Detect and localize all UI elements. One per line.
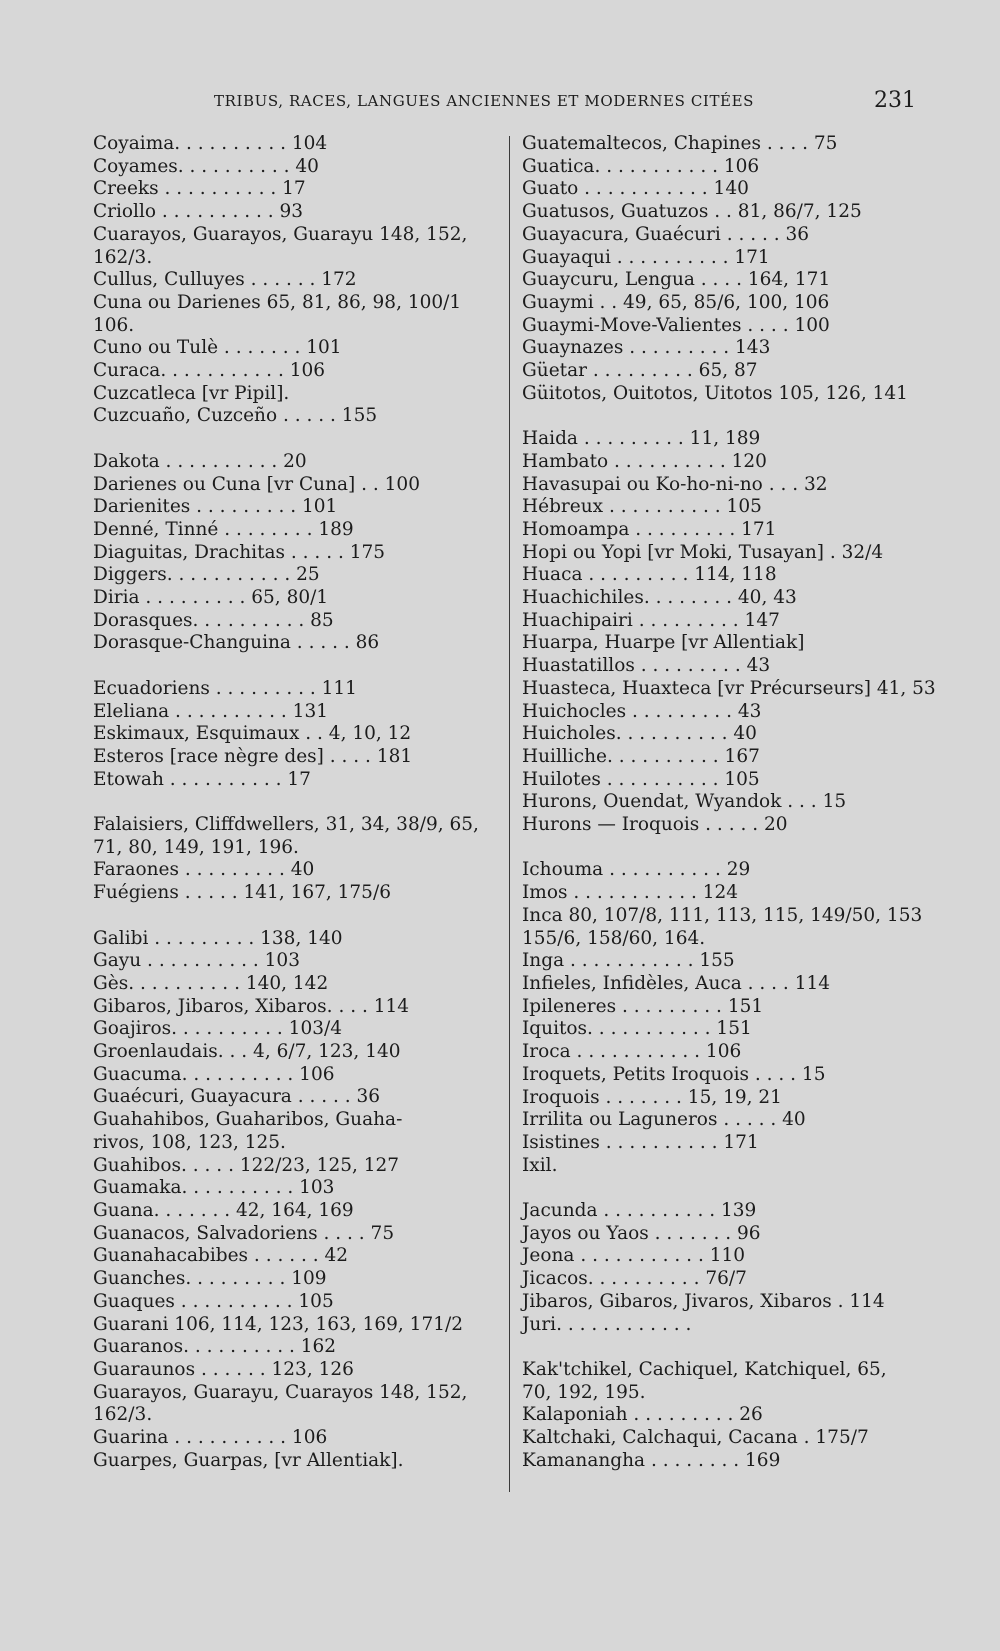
section-gap	[522, 837, 922, 860]
index-entry: Kalaponiah . . . . . . . . . 26	[522, 1404, 763, 1426]
index-entry: Ipileneres . . . . . . . . . 151	[522, 995, 764, 1017]
index-entry: Guarani 106, 114, 123, 163, 169, 171/2	[93, 1313, 463, 1335]
index-entry: Guacuma. . . . . . . . . . 106	[93, 1063, 335, 1085]
index-entry: Juri. . . . . . . . . . . .	[522, 1313, 692, 1335]
index-entry: Isistines . . . . . . . . . . 171	[522, 1131, 759, 1153]
index-entry: Huachichiles. . . . . . . . 40, 43	[522, 587, 797, 609]
index-entry: Guatusos, Guatuzos . . 81, 86/7, 125	[522, 201, 862, 223]
index-entry: Guaques . . . . . . . . . . 105	[93, 1290, 334, 1312]
index-entry: Iroquois . . . . . . . 15, 19, 21	[522, 1086, 782, 1108]
index-entry: Denné, Tinné . . . . . . . . 189	[93, 518, 354, 540]
index-entry: Hurons — Iroquois . . . . . 20	[522, 814, 788, 836]
index-entry: Fuégiens . . . . . 141, 167, 175/6	[93, 882, 391, 904]
column-divider	[509, 136, 510, 1492]
index-entry: Criollo . . . . . . . . . . 93	[93, 201, 304, 223]
index-entry: Coyames. . . . . . . . . . 40	[93, 155, 319, 177]
index-entry: Guarayos, Guarayu, Cuarayos 148, 152,	[93, 1381, 468, 1403]
index-entry: Huilotes . . . . . . . . . . 105	[522, 768, 760, 790]
index-entry: Guaynazes . . . . . . . . . 143	[522, 337, 771, 359]
index-entry: Diaguitas, Drachitas . . . . . 175	[93, 541, 386, 563]
section-gap	[93, 655, 493, 678]
index-entry: Creeks . . . . . . . . . . 17	[93, 178, 306, 200]
index-entry: Cuzcatleca [vr Pipil].	[93, 382, 290, 404]
index-entry: Guahahibos, Guaharibos, Guaha-	[93, 1109, 403, 1131]
index-entry: Imos . . . . . . . . . . . 124	[522, 882, 739, 904]
index-entry: Guatemaltecos, Chapines . . . . 75	[522, 133, 838, 154]
index-entry: Jibaros, Gibaros, Jivaros, Xibaros . 114	[522, 1290, 885, 1312]
index-entry: Guaranos. . . . . . . . . . 162	[93, 1336, 337, 1358]
index-entry: Güitotos, Ouitotos, Uitotos 105, 126, 141	[522, 382, 908, 404]
index-entry: Huaca . . . . . . . . . 114, 118	[522, 564, 777, 586]
index-entry: Iroca . . . . . . . . . . . 106	[522, 1041, 742, 1063]
index-entry: Irrilita ou Laguneros . . . . . 40	[522, 1109, 806, 1131]
index-entry: Haida . . . . . . . . . 11, 189	[522, 428, 761, 450]
running-title: TRIBUS, RACES, LANGUES ANCIENNES ET MODERNES CITÉES	[214, 92, 755, 110]
index-entry: Kamanangha . . . . . . . . 169	[522, 1449, 781, 1471]
left-index-column	[93, 133, 493, 1472]
index-entry: Guahibos. . . . . 122/23, 125, 127	[93, 1154, 400, 1176]
section-gap	[522, 1177, 922, 1200]
index-entry: 71, 80, 149, 191, 196.	[93, 836, 299, 858]
index-entry: 106.	[93, 314, 135, 336]
index-entry: Huachipairi . . . . . . . . . 147	[522, 609, 780, 631]
index-entry: Kaltchaki, Calchaqui, Cacana . 175/7	[522, 1427, 869, 1449]
index-entry: Galibi . . . . . . . . . 138, 140	[93, 927, 343, 949]
index-entry: Huarpa, Huarpe [vr Allentiak]	[522, 632, 805, 654]
index-entry: Guaymi . . 49, 65, 85/6, 100, 106	[522, 291, 830, 313]
index-entry: Guanacos, Salvadoriens . . . . 75	[93, 1222, 395, 1244]
index-entry: Etowah . . . . . . . . . . 17	[93, 768, 311, 790]
index-entry: Guaécuri, Guayacura . . . . . 36	[93, 1086, 381, 1108]
index-entry: Cuno ou Tulè . . . . . . . 101	[93, 337, 342, 359]
index-entry: Ixil.	[522, 1154, 558, 1176]
index-entry: Guayaqui . . . . . . . . . . 171	[522, 246, 770, 268]
index-entry: 162/3.	[93, 246, 153, 268]
index-entry: Inga . . . . . . . . . . . 155	[522, 950, 735, 972]
index-entry: Hurons, Ouendat, Wyandok . . . 15	[522, 791, 847, 813]
index-entry: Guarpes, Guarpas, [vr Allentiak].	[93, 1449, 404, 1471]
index-entry: Curaca. . . . . . . . . . . 106	[93, 360, 326, 382]
index-entry: Dorasques. . . . . . . . . . 85	[93, 609, 334, 631]
index-entry: Cuna ou Darienes 65, 81, 86, 98, 100/1	[93, 291, 462, 313]
index-entry: Iquitos. . . . . . . . . . . 151	[522, 1018, 752, 1040]
index-entry: Jicacos. . . . . . . . . . 76/7	[522, 1268, 747, 1290]
index-entry: Cullus, Culluyes . . . . . . 172	[93, 269, 357, 291]
index-entry: Huastatillos . . . . . . . . . 43	[522, 655, 771, 677]
index-entry: Hambato . . . . . . . . . . 120	[522, 450, 767, 472]
index-entry: Falaisiers, Cliffdwellers, 31, 34, 38/9, 65,	[93, 814, 479, 836]
index-entry: Cuzcuaño, Cuzceño . . . . . 155	[93, 405, 378, 427]
section-gap	[93, 428, 493, 451]
index-entry: Guamaka. . . . . . . . . . 103	[93, 1177, 335, 1199]
index-entry: 155/6, 158/60, 164.	[522, 927, 706, 949]
index-entry: Kak'tchikel, Cachiquel, Katchiquel, 65,	[522, 1358, 887, 1380]
section-gap	[93, 791, 493, 814]
index-entry: Ichouma . . . . . . . . . . 29	[522, 859, 751, 881]
index-entry: Homoampa . . . . . . . . . 171	[522, 518, 777, 540]
index-entry: Huicholes. . . . . . . . . . 40	[522, 723, 757, 745]
index-entry: Huilliche. . . . . . . . . . 167	[522, 745, 760, 767]
index-entry: Güetar . . . . . . . . . 65, 87	[522, 360, 758, 382]
index-entry: Inca 80, 107/8, 111, 113, 115, 149/50, 153	[522, 904, 923, 926]
index-entry: Infieles, Infidèles, Auca . . . . 114	[522, 972, 831, 994]
page-header	[0, 88, 1000, 116]
page-number: 231	[874, 88, 916, 113]
index-entry: Hopi ou Yopi [vr Moki, Tusayan] . 32/4	[522, 541, 884, 563]
index-entry: Diria . . . . . . . . . 65, 80/1	[93, 587, 329, 609]
index-entry: Gayu . . . . . . . . . . 103	[93, 950, 300, 972]
index-entry: 70, 192, 195.	[522, 1381, 646, 1403]
index-entry: Dakota . . . . . . . . . . 20	[93, 450, 307, 472]
index-entry: rivos, 108, 123, 125.	[93, 1131, 286, 1153]
index-entry: Coyaima. . . . . . . . . . 104	[93, 133, 328, 154]
index-entry: Gès. . . . . . . . . . 140, 142	[93, 972, 329, 994]
index-entry: Jacunda . . . . . . . . . . 139	[522, 1200, 757, 1221]
index-entry: Guarina . . . . . . . . . . 106	[93, 1427, 328, 1449]
index-entry: Faraones . . . . . . . . . 40	[93, 859, 315, 881]
index-entry: Guayacura, Guaécuri . . . . . 36	[522, 223, 810, 245]
index-entry: Jeona . . . . . . . . . . . 110	[522, 1245, 746, 1267]
index-entry: Guanahacabibes . . . . . . 42	[93, 1245, 349, 1267]
right-index-column	[522, 133, 936, 1472]
index-entry: Iroquets, Petits Iroquois . . . . 15	[522, 1063, 826, 1085]
index-entry: Guatica. . . . . . . . . . . 106	[522, 155, 760, 177]
index-entry: Dorasque-Changuina . . . . . 86	[93, 632, 380, 654]
index-entry: Huichocles . . . . . . . . . 43	[522, 700, 762, 722]
index-entry: Gibaros, Jibaros, Xibaros. . . . 114	[93, 995, 410, 1017]
index-entry: Guaraunos . . . . . . 123, 126	[93, 1358, 354, 1380]
index-entry: Eleliana . . . . . . . . . . 131	[93, 700, 328, 722]
index-entry: Darienes ou Cuna [vr Cuna] . . 100	[93, 473, 420, 495]
index-entry: Cuarayos, Guarayos, Guarayu 148, 152,	[93, 223, 468, 245]
index-entry: Havasupai ou Ko-ho-ni-no . . . 32	[522, 473, 828, 495]
section-gap	[522, 405, 922, 428]
index-entry: Hébreux . . . . . . . . . . 105	[522, 496, 762, 518]
index-entry: Jayos ou Yaos . . . . . . . 96	[522, 1222, 761, 1244]
index-entry: Darienites . . . . . . . . . 101	[93, 496, 338, 518]
index-entry: Guaymi-Move-Valientes . . . . 100	[522, 314, 830, 336]
index-entry: Ecuadoriens . . . . . . . . . 111	[93, 677, 357, 699]
index-entry: 162/3.	[93, 1404, 153, 1426]
section-gap	[522, 1336, 922, 1359]
index-entry: Groenlaudais. . . 4, 6/7, 123, 140	[93, 1041, 401, 1063]
section-gap	[93, 905, 493, 928]
index-entry: Huasteca, Huaxteca [vr Précurseurs] 41, 53	[522, 677, 936, 699]
index-entry: Eskimaux, Esquimaux . . 4, 10, 12	[93, 723, 412, 745]
index-entry: Esteros [race nègre des] . . . . 181	[93, 745, 413, 767]
index-entry: Guato . . . . . . . . . . . 140	[522, 178, 749, 200]
index-entry: Guaycuru, Lengua . . . . 164, 171	[522, 269, 831, 291]
index-entry: Diggers. . . . . . . . . . . 25	[93, 564, 320, 586]
index-entry: Guanches. . . . . . . . . 109	[93, 1268, 327, 1290]
index-entry: Guana. . . . . . . 42, 164, 169	[93, 1199, 354, 1221]
index-entry: Goajiros. . . . . . . . . . 103/4	[93, 1018, 343, 1040]
